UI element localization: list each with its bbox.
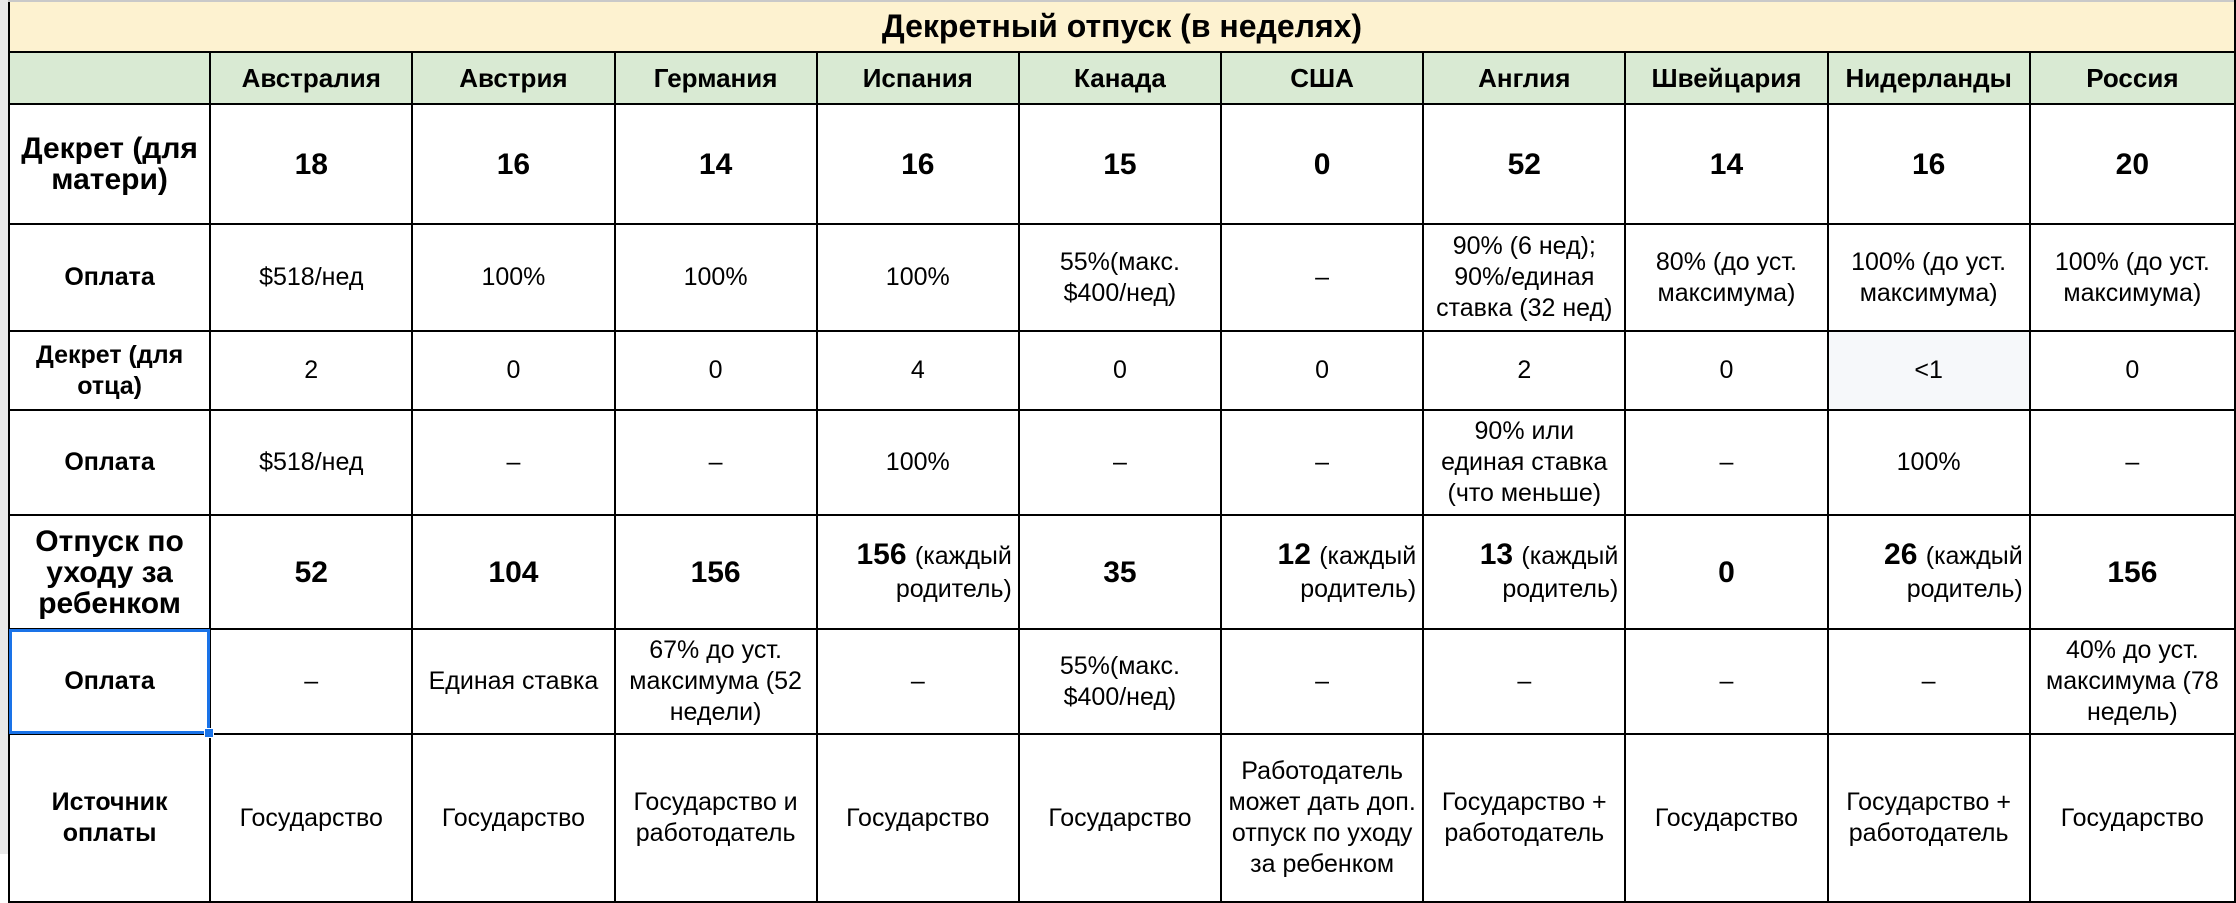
- table-row-parental-pay: [9, 629, 2235, 734]
- table-cell[interactable]: Государство: [1625, 734, 1827, 902]
- cell-note: (каждый родитель): [895, 542, 1012, 603]
- table-cell[interactable]: 80% (до уст. максимума): [1625, 224, 1827, 331]
- table-cell[interactable]: 14: [615, 104, 817, 224]
- table-cell[interactable]: 0: [2030, 331, 2235, 410]
- table-cell[interactable]: [1221, 515, 1423, 629]
- table-cell[interactable]: –: [1423, 629, 1625, 734]
- table-cell[interactable]: 100%: [817, 224, 1019, 331]
- table-cell[interactable]: 15: [1019, 104, 1221, 224]
- table-cell[interactable]: 14: [1625, 104, 1827, 224]
- cell-note: (каждый родитель): [1502, 542, 1619, 603]
- header-country[interactable]: Германия: [615, 52, 817, 104]
- table-cell[interactable]: 16: [1828, 104, 2030, 224]
- table-cell[interactable]: 90% (6 нед); 90%/единая ставка (32 нед): [1423, 224, 1625, 331]
- header-country[interactable]: Нидерланды: [1828, 52, 2030, 104]
- table-cell[interactable]: 18: [210, 104, 412, 224]
- table-cell[interactable]: 100%: [615, 224, 817, 331]
- header-row: [9, 52, 2235, 104]
- table-cell[interactable]: Работодатель может дать доп. отпуск по уходу за ребенком: [1221, 734, 1423, 902]
- table-cell[interactable]: 100% (до уст. максимума): [2030, 224, 2235, 331]
- table-cell[interactable]: 2: [210, 331, 412, 410]
- header-country[interactable]: Канада: [1019, 52, 1221, 104]
- header-country[interactable]: Россия: [2030, 52, 2235, 104]
- header-country[interactable]: Швейцария: [1625, 52, 1827, 104]
- table-cell[interactable]: [1423, 515, 1625, 629]
- table-cell[interactable]: Государство + работодатель: [1828, 734, 2030, 902]
- row-label[interactable]: Источник оплаты: [9, 734, 210, 902]
- table-cell[interactable]: 16: [412, 104, 614, 224]
- table-cell[interactable]: –: [1221, 410, 1423, 515]
- cell-note: (каждый родитель): [1906, 542, 2023, 603]
- cell-value: 104: [488, 555, 539, 589]
- table-cell[interactable]: 20: [2030, 104, 2235, 224]
- table-cell[interactable]: <1: [1828, 331, 2030, 410]
- table-cell[interactable]: [2030, 515, 2235, 629]
- header-corner-cell[interactable]: [9, 52, 210, 104]
- table-cell[interactable]: 67% до уст. максимума (52 недели): [615, 629, 817, 734]
- table-cell[interactable]: 100%: [412, 224, 614, 331]
- table-cell[interactable]: –: [1019, 410, 1221, 515]
- table-cell[interactable]: Государство: [817, 734, 1019, 902]
- table-cell[interactable]: 100%: [1828, 410, 2030, 515]
- table-cell[interactable]: –: [210, 629, 412, 734]
- table-cell[interactable]: [412, 515, 614, 629]
- table-cell[interactable]: Государство: [2030, 734, 2235, 902]
- cell-value: 12: [1277, 538, 1311, 571]
- header-country[interactable]: Англия: [1423, 52, 1625, 104]
- table-cell[interactable]: Государство: [1019, 734, 1221, 902]
- table-cell[interactable]: 0: [615, 331, 817, 410]
- table-cell[interactable]: [615, 515, 817, 629]
- table-row-mother-pay: [9, 224, 2235, 331]
- table-cell[interactable]: –: [412, 410, 614, 515]
- cell-value: 52: [294, 555, 328, 589]
- cell-note: (каждый родитель): [1300, 542, 1417, 603]
- table-cell[interactable]: 2: [1423, 331, 1625, 410]
- table-cell[interactable]: $518/нед: [210, 410, 412, 515]
- cell-value: 13: [1479, 538, 1514, 571]
- table-cell[interactable]: –: [1625, 629, 1827, 734]
- table-cell[interactable]: [1625, 515, 1827, 629]
- table-cell[interactable]: 100% (до уст. максимума): [1828, 224, 2030, 331]
- table-row-payment-source: [9, 734, 2235, 902]
- table-cell[interactable]: –: [615, 410, 817, 515]
- cell-value: 156: [856, 538, 907, 571]
- sheet-left-edge: [0, 0, 8, 854]
- cell-value: 26: [1884, 538, 1918, 571]
- maternity-leave-table: [8, 0, 2236, 903]
- table-cell[interactable]: 40% до уст. максимума (78 недель): [2030, 629, 2235, 734]
- table-row-father-pay: [9, 410, 2235, 515]
- header-country[interactable]: Австралия: [210, 52, 412, 104]
- table-cell[interactable]: Государство + работодатель: [1423, 734, 1625, 902]
- table-cell[interactable]: 52: [1423, 104, 1625, 224]
- table-cell[interactable]: Единая ставка: [412, 629, 614, 734]
- cell-value: 156: [690, 555, 741, 589]
- table-cell[interactable]: 100%: [817, 410, 1019, 515]
- row-label[interactable]: Декрет (для отца): [9, 331, 210, 410]
- table-row-parental-leave: [9, 515, 2235, 629]
- table-cell[interactable]: –: [2030, 410, 2235, 515]
- fill-handle[interactable]: [204, 728, 214, 738]
- table-cell[interactable]: 55%(макс. $400/нед): [1019, 629, 1221, 734]
- table-cell[interactable]: 0: [412, 331, 614, 410]
- table-cell[interactable]: [1019, 515, 1221, 629]
- table-cell[interactable]: Государство: [412, 734, 614, 902]
- row-label[interactable]: Декрет (для матери): [9, 104, 210, 224]
- table-title[interactable]: Декретный отпуск (в неделях): [9, 1, 2235, 52]
- row-label-text: Оплата: [64, 667, 155, 695]
- table-row-mother-leave: [9, 104, 2235, 224]
- title-row: [9, 1, 2235, 52]
- row-label[interactable]: Оплата: [9, 410, 210, 515]
- table-cell[interactable]: 4: [817, 331, 1019, 410]
- table-cell[interactable]: Государство: [210, 734, 412, 902]
- table-cell[interactable]: –: [1828, 629, 2030, 734]
- header-country[interactable]: Испания: [817, 52, 1019, 104]
- table-cell[interactable]: –: [1221, 629, 1423, 734]
- table-cell[interactable]: 16: [817, 104, 1019, 224]
- table-cell[interactable]: 0: [1019, 331, 1221, 410]
- cell-value: 0: [1718, 555, 1735, 589]
- table-cell[interactable]: –: [1625, 410, 1827, 515]
- table-cell[interactable]: $518/нед: [210, 224, 412, 331]
- table-cell[interactable]: –: [817, 629, 1019, 734]
- row-label[interactable]: Отпуск по уходу за ребенком: [9, 515, 210, 629]
- table-cell[interactable]: 90% или единая ставка (что меньше): [1423, 410, 1625, 515]
- table-cell[interactable]: –: [1221, 224, 1423, 331]
- cell-value: 156: [2107, 555, 2158, 589]
- table-cell[interactable]: Государство и работодатель: [615, 734, 817, 902]
- row-label-selected-cell[interactable]: [9, 629, 210, 734]
- header-country[interactable]: Австрия: [412, 52, 614, 104]
- table-cell[interactable]: [210, 515, 412, 629]
- cell-value: 35: [1103, 555, 1137, 589]
- table-cell[interactable]: [1828, 515, 2030, 629]
- table-cell[interactable]: [817, 515, 1019, 629]
- table-row-father-leave: [9, 331, 2235, 410]
- table-cell[interactable]: 0: [1221, 331, 1423, 410]
- header-country[interactable]: США: [1221, 52, 1423, 104]
- table-cell[interactable]: 55%(макс. $400/нед): [1019, 224, 1221, 331]
- row-label[interactable]: Оплата: [9, 224, 210, 331]
- table-cell[interactable]: 0: [1221, 104, 1423, 224]
- table-cell[interactable]: 0: [1625, 331, 1827, 410]
